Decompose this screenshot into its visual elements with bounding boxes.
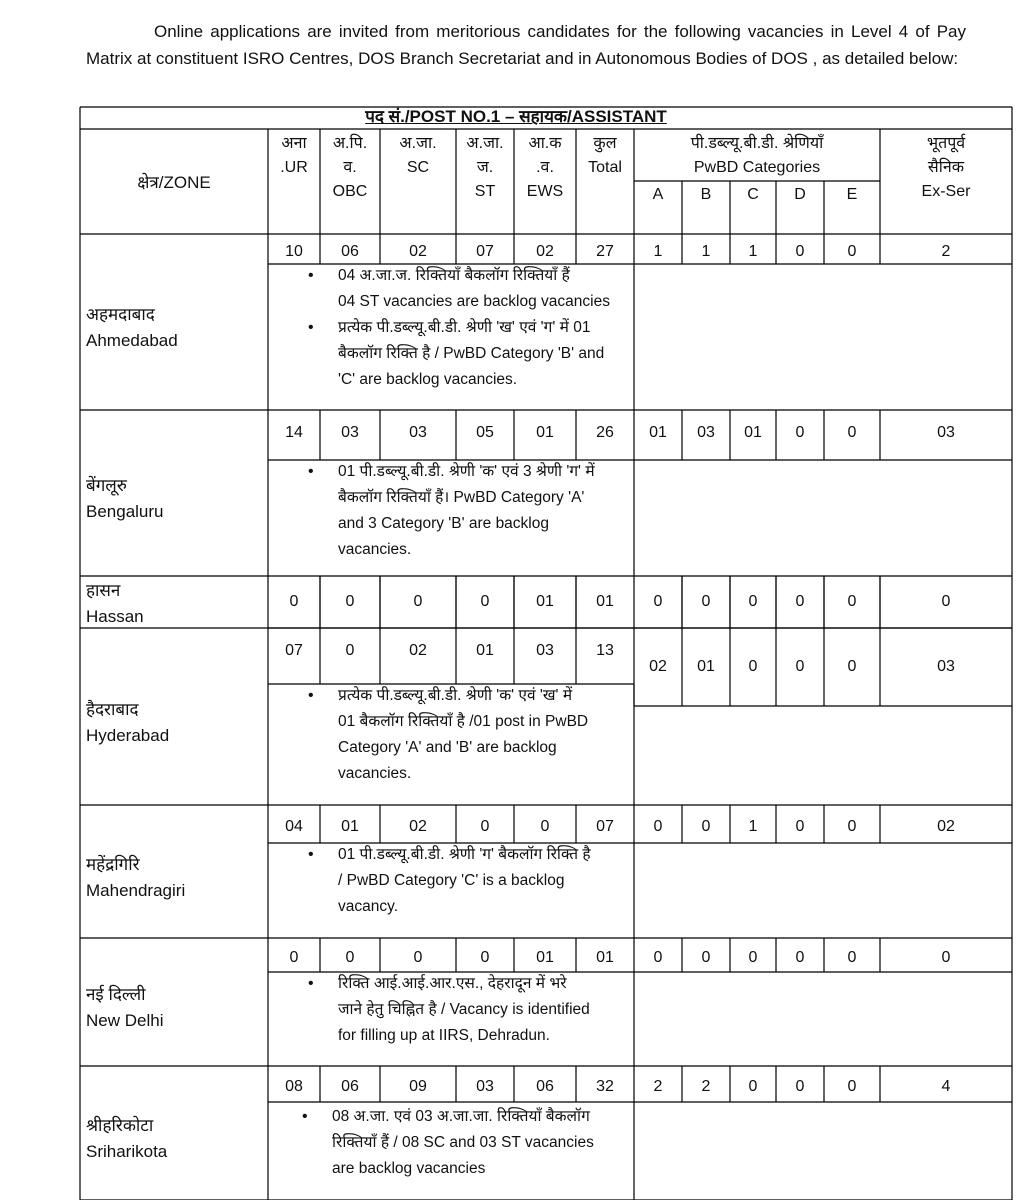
- zone-name-english: New Delhi: [86, 1011, 164, 1030]
- cell-value: 07: [285, 642, 303, 659]
- zone-name-hindi: अहमदाबाद: [86, 305, 155, 324]
- backlog-notes: [332, 1104, 594, 1182]
- cell-value: 01: [536, 593, 554, 610]
- zone-name-hindi: हासन: [86, 581, 121, 600]
- cell-value: 01: [744, 424, 762, 441]
- cell-value: 0: [795, 818, 805, 835]
- cell-value: 0: [847, 658, 857, 675]
- header-exser: सैनिक: [927, 159, 965, 176]
- header-ews: .व.: [536, 159, 554, 176]
- cell-value: 0: [847, 593, 857, 610]
- cell-value: 0: [413, 949, 423, 966]
- cell-value: 0: [748, 658, 758, 675]
- header-sc: SC: [406, 159, 430, 176]
- cell-value: 02: [409, 818, 427, 835]
- cell-value: 03: [697, 424, 715, 441]
- cell-value: 0: [480, 593, 490, 610]
- note-item: • 01 पी.डब्ल्यू.बी.डी. श्रेणी 'ग' बैकलॉग रिक्ति है / PwBD Category 'C' is a backlog vacancy.: [338, 842, 591, 920]
- cell-value: 01: [596, 593, 614, 610]
- cell-value: 0: [748, 949, 758, 966]
- header-st: अ.जा.: [466, 135, 504, 152]
- cell-value: 03: [476, 1078, 494, 1095]
- backlog-notes: [338, 971, 590, 1049]
- zone-name-hindi: हैदराबाद: [86, 699, 139, 719]
- header-sc: अ.जा.: [399, 135, 437, 152]
- note-item: • 08 अ.जा. एवं 03 अ.जा.जा. रिक्तियाँ बैकलॉग रिक्तियाँ हैं / 08 SC and 03 ST vacancies are backlog vacancies: [332, 1104, 594, 1182]
- cell-value: 0: [847, 818, 857, 835]
- note-item: • 04 अ.जा.ज. रिक्तियाँ बैकलॉग रिक्तियाँ हैं 04 ST vacancies are backlog vacancies: [338, 263, 610, 315]
- header-total: कुल: [593, 135, 617, 152]
- cell-value: 0: [795, 593, 805, 610]
- cell-value: 03: [409, 424, 427, 441]
- note-item: • 01 पी.डब्ल्यू.बी.डी. श्रेणी 'क' एवं 3 श्रेणी 'ग' में बैकलॉग रिक्तियाँ हैं। PwBD Category 'A' and 3 Category 'B' are backlog vacancies.: [338, 459, 595, 563]
- cell-value: 06: [341, 243, 359, 260]
- backlog-notes: [338, 459, 595, 563]
- cell-value: 0: [748, 1078, 758, 1095]
- cell-value: 01: [536, 424, 554, 441]
- cell-value: 32: [596, 1078, 614, 1095]
- cell-value: 06: [341, 1078, 359, 1095]
- header-obc: अ.पि.: [332, 135, 368, 152]
- backlog-notes: [338, 842, 591, 920]
- cell-value: 27: [596, 243, 614, 260]
- cell-value: 0: [413, 593, 423, 610]
- cell-value: 13: [596, 642, 614, 659]
- cell-value: 03: [937, 658, 955, 675]
- cell-value: 04: [285, 818, 303, 835]
- cell-value: 0: [701, 949, 711, 966]
- cell-value: 01: [536, 949, 554, 966]
- header-pwbd-cat: E: [846, 186, 858, 203]
- intro-text: Online applications are invited from meritorious candidates for the following vacancies in Level 4 of Pay Matrix at constituent ISRO Centres, DOS Branch Secretariat and in Autonomous Bodies of DOS , as detailed below:: [86, 22, 966, 68]
- zone-name-hindi: महेंद्रगिरि: [86, 854, 140, 874]
- cell-value: 06: [536, 1078, 554, 1095]
- cell-value: 0: [345, 949, 355, 966]
- cell-value: 0: [345, 593, 355, 610]
- header-pwbd: पी.डब्ल्यू.बी.डी. श्रेणियाँ: [690, 135, 824, 152]
- zone-name-english: Sriharikota: [86, 1142, 168, 1161]
- cell-value: 0: [941, 949, 951, 966]
- note-item: • प्रत्येक पी.डब्ल्यू.बी.डी. श्रेणी 'क' एवं 'ख' में 01 बैकलॉग रिक्तियाँ है /01 post in PwBD Category 'A' and 'B' are backlog vacancies.: [338, 683, 588, 787]
- header-pwbd-cat: B: [700, 186, 712, 203]
- cell-value: 01: [697, 658, 715, 675]
- zone-name-english: Hyderabad: [86, 725, 170, 745]
- cell-value: 0: [795, 658, 805, 675]
- cell-value: 0: [289, 593, 299, 610]
- header-ews: आ.क: [528, 135, 562, 152]
- cell-value: 0: [847, 424, 857, 441]
- cell-value: 1: [653, 243, 663, 260]
- header-obc: OBC: [332, 183, 368, 200]
- cell-value: 0: [941, 593, 951, 610]
- cell-value: 01: [341, 818, 359, 835]
- backlog-notes: [338, 263, 610, 393]
- cell-value: 0: [480, 949, 490, 966]
- cell-value: 07: [596, 818, 614, 835]
- zone-name-english: Bengaluru: [86, 502, 164, 521]
- cell-value: 0: [795, 243, 805, 260]
- zone-name-hindi: नई दिल्ली: [86, 985, 146, 1004]
- cell-value: 0: [701, 818, 711, 835]
- cell-value: 02: [649, 658, 667, 675]
- cell-value: 0: [653, 949, 663, 966]
- cell-value: 03: [536, 642, 554, 659]
- cell-value: 26: [596, 424, 614, 441]
- zone-name-english: Hassan: [86, 607, 144, 626]
- backlog-notes: [338, 683, 588, 787]
- cell-value: 0: [540, 818, 550, 835]
- cell-value: 14: [285, 424, 303, 441]
- cell-value: 4: [941, 1078, 951, 1095]
- header-ur: अना: [281, 135, 307, 152]
- cell-value: 0: [795, 1078, 805, 1095]
- note-item: • प्रत्येक पी.डब्ल्यू.बी.डी. श्रेणी 'ख' एवं 'ग' में 01 बैकलॉग रिक्ति है / PwBD Category 'B' and 'C' are backlog vacancies.: [338, 315, 610, 393]
- header-st: ज.: [476, 159, 494, 176]
- zone-name-hindi: श्रीहरिकोटा: [86, 1116, 154, 1135]
- header-pwbd-cat: A: [652, 186, 664, 203]
- header-ews: EWS: [526, 183, 564, 200]
- cell-value: 05: [476, 424, 494, 441]
- cell-value: 1: [701, 243, 711, 260]
- cell-value: 0: [653, 593, 663, 610]
- cell-value: 09: [409, 1078, 427, 1095]
- cell-value: 01: [476, 642, 494, 659]
- table-title: पद सं./POST NO.1 – सहायक/ASSISTANT: [365, 107, 667, 126]
- cell-value: 02: [409, 642, 427, 659]
- header-obc: व.: [343, 159, 357, 176]
- cell-value: 02: [937, 818, 955, 835]
- cell-value: 2: [701, 1078, 711, 1095]
- cell-value: 0: [847, 1078, 857, 1095]
- cell-value: 03: [341, 424, 359, 441]
- cell-value: 02: [409, 243, 427, 260]
- header-ur: .UR: [280, 159, 308, 176]
- cell-value: 0: [795, 424, 805, 441]
- cell-value: 0: [847, 243, 857, 260]
- header-pwbd-en: PwBD Categories: [693, 159, 821, 176]
- cell-value: 2: [653, 1078, 663, 1095]
- header-exser: भूतपूर्व: [926, 135, 966, 152]
- cell-value: 01: [596, 949, 614, 966]
- cell-value: 0: [653, 818, 663, 835]
- cell-value: 07: [476, 243, 494, 260]
- cell-value: 10: [285, 243, 303, 260]
- cell-value: 2: [941, 243, 951, 260]
- cell-value: 0: [795, 949, 805, 966]
- zone-header: क्षेत्र/ZONE: [137, 173, 211, 192]
- zone-name-english: Ahmedabad: [86, 331, 178, 350]
- zone-name-hindi: बेंगलूरु: [86, 476, 127, 495]
- header-pwbd-cat: C: [747, 186, 759, 203]
- cell-value: 01: [649, 424, 667, 441]
- note-item: • रिक्ति आई.आई.आर.एस., देहरादून में भरे जाने हेतु चिह्नित है / Vacancy is identified for filling up at IIRS, Dehradun.: [338, 971, 590, 1049]
- cell-value: 08: [285, 1078, 303, 1095]
- cell-value: 0: [480, 818, 490, 835]
- cell-value: 0: [847, 949, 857, 966]
- header-total: Total: [588, 159, 622, 176]
- cell-value: 02: [536, 243, 554, 260]
- cell-value: 1: [748, 818, 758, 835]
- cell-value: 1: [748, 243, 758, 260]
- cell-value: 0: [701, 593, 711, 610]
- zone-name-english: Mahendragiri: [86, 880, 186, 900]
- cell-value: 03: [937, 424, 955, 441]
- header-pwbd-cat: D: [794, 186, 806, 203]
- cell-value: 0: [748, 593, 758, 610]
- cell-value: 0: [345, 642, 355, 659]
- header-exser: Ex-Ser: [921, 183, 971, 200]
- cell-value: 0: [289, 949, 299, 966]
- header-st: ST: [474, 183, 496, 200]
